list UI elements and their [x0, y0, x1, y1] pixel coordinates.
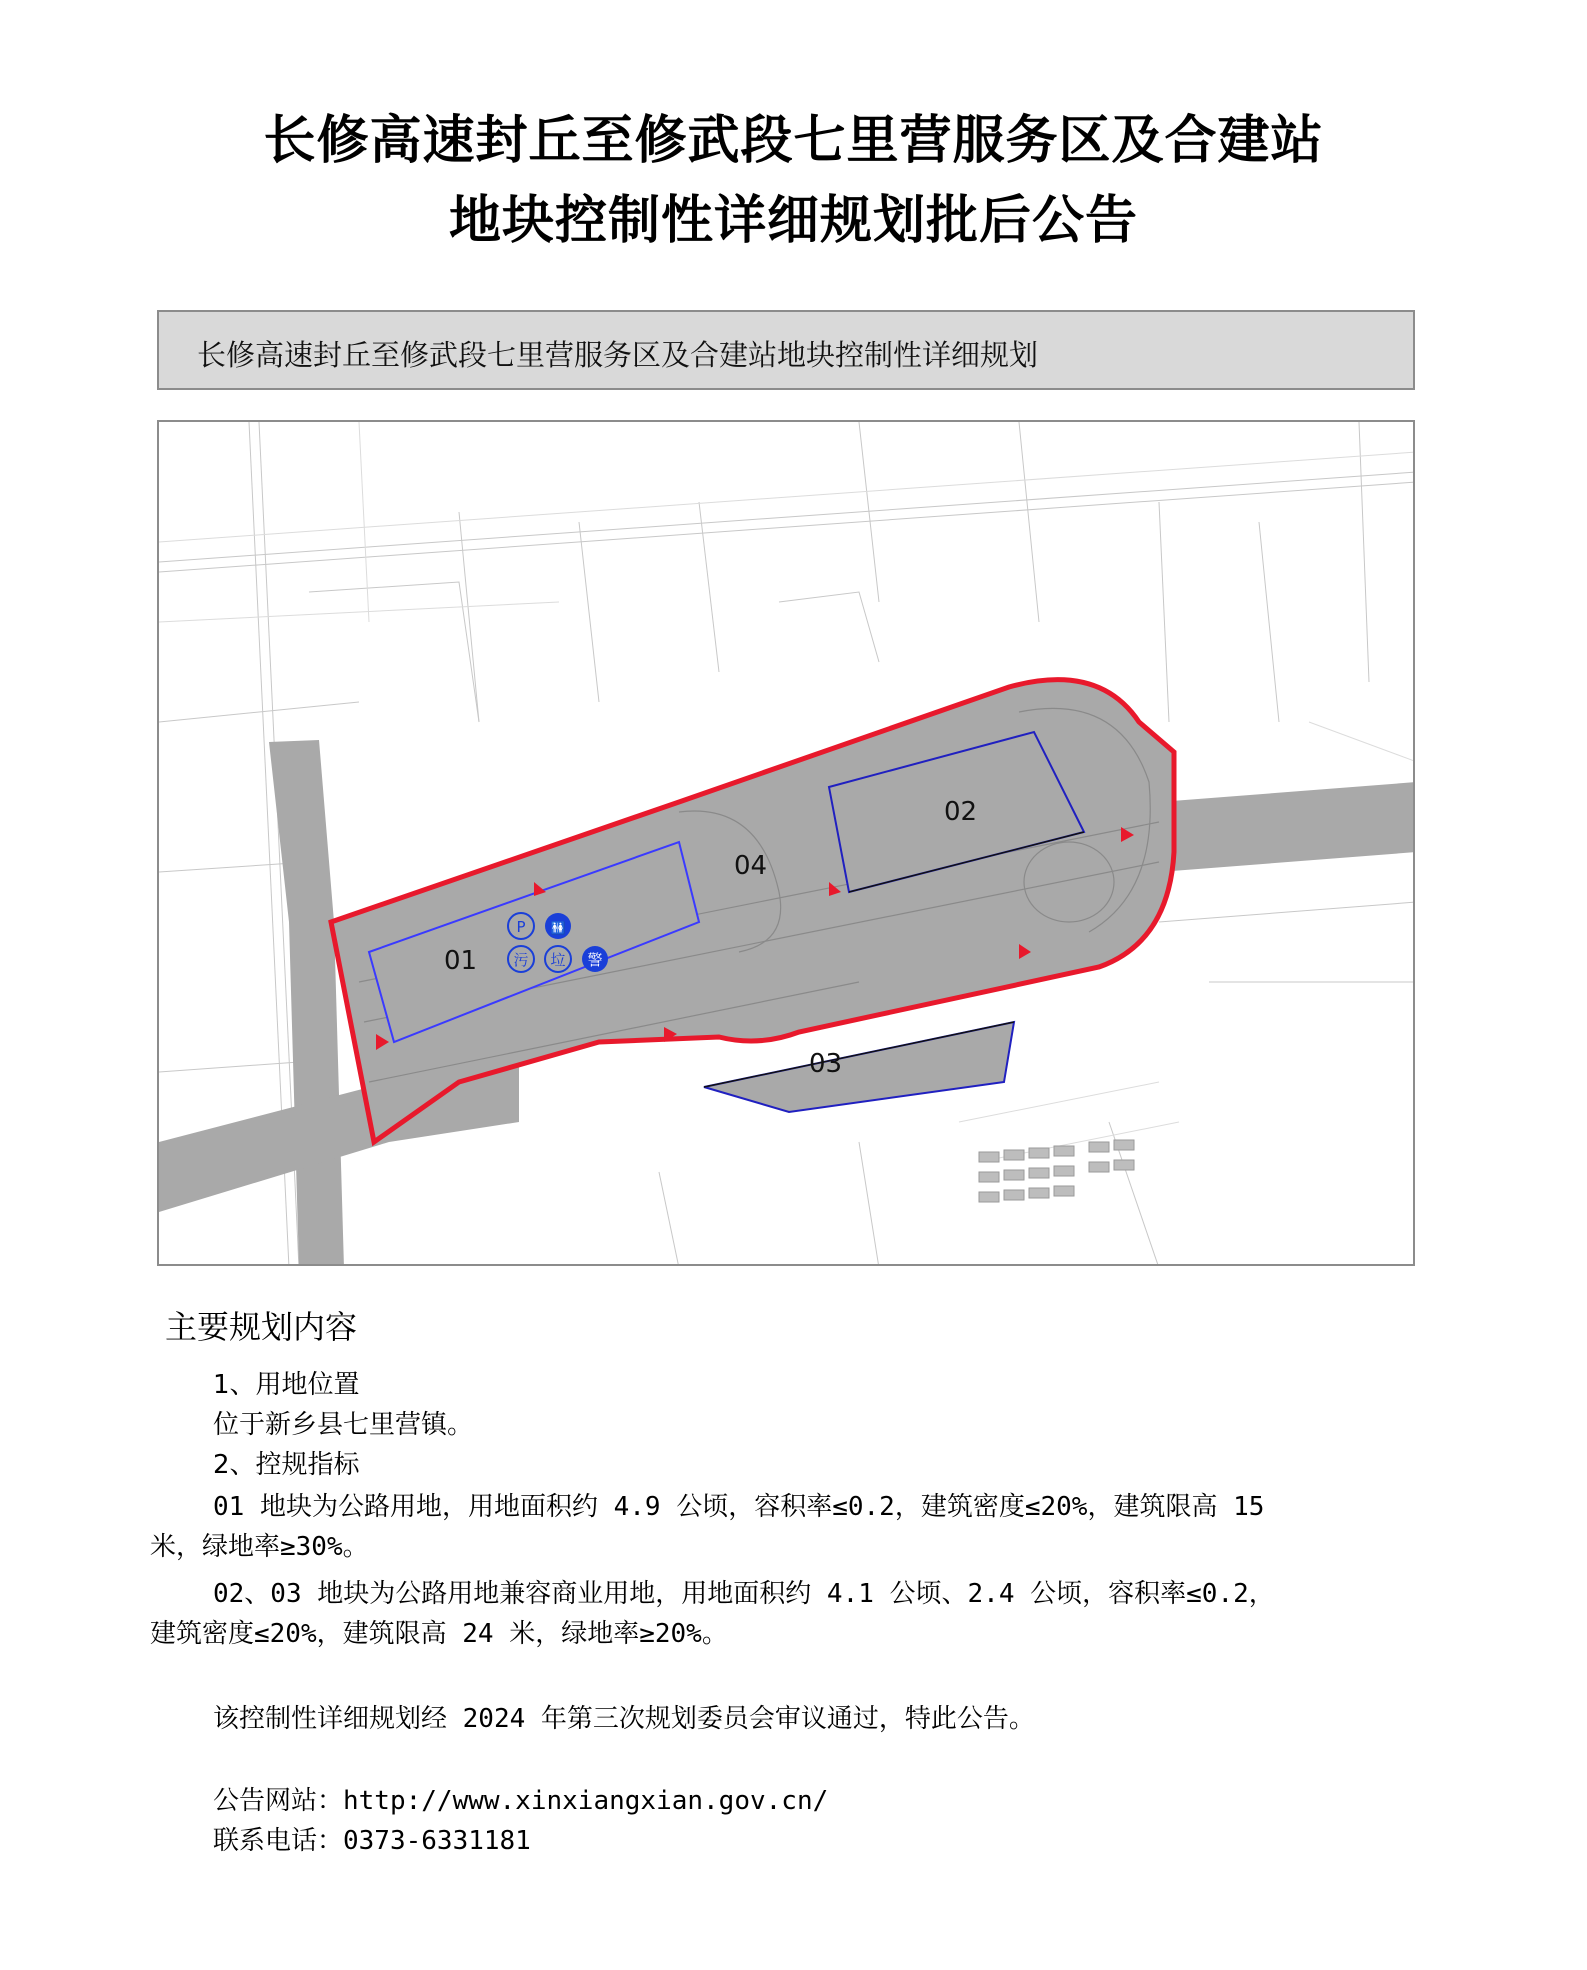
housing-blocks: [979, 1140, 1134, 1202]
approval-statement: 该控制性详细规划经 2024 年第三次规划委员会审议通过，特此公告。: [213, 1704, 1035, 1734]
contact-phone: 联系电话：0373-6331181: [213, 1826, 531, 1856]
indicator-paragraph-2-line-2: 建筑密度≤20%，建筑限高 24 米，绿地率≥20%。: [150, 1619, 728, 1649]
indicator-paragraph-2-line-1: 02、03 地块为公路用地兼容商业用地，用地面积约 4.1 公顷、2.4 公顷，容积率≤0.2，: [213, 1579, 1275, 1609]
restroom-icon: 🚻: [550, 921, 566, 935]
parcel-label-03: 03: [809, 1049, 843, 1079]
item1-text: 位于新乡县七里营镇。: [213, 1410, 474, 1440]
indicator-paragraph-1-line-2: 米，绿地率≥30%。: [150, 1532, 369, 1562]
content-heading: 主要规划内容: [165, 1308, 358, 1346]
item1-title: 1、用地位置: [213, 1370, 360, 1400]
plan-map: [157, 420, 1415, 1266]
plan-map-drawing: [159, 422, 1415, 1266]
police-icon: 警: [587, 951, 603, 969]
plan-banner-text: 长修高速封丘至修武段七里营服务区及合建站地块控制性详细规划: [197, 338, 1039, 372]
parcel-label-01: 01: [444, 946, 478, 976]
item2-title: 2、控规指标: [213, 1450, 360, 1480]
notice-title-line2: 地块控制性详细规划批后公告: [448, 191, 1138, 251]
parcel-label-02: 02: [944, 797, 978, 827]
notice-website: 公告网站：http://www.xinxiangxian.gov.cn/: [213, 1786, 829, 1816]
parcel-label-04: 04: [734, 851, 768, 881]
service-area-boundary: [331, 680, 1174, 1142]
plan-banner: [157, 310, 1415, 390]
parking-icon: P: [516, 918, 526, 936]
notice-title-line1: 长修高速封丘至修武段七里营服务区及合建站: [263, 111, 1324, 171]
sewage-icon: 污: [513, 951, 529, 969]
garbage-icon: 垃: [550, 951, 566, 969]
indicator-paragraph-1-line-1: 01 地块为公路用地，用地面积约 4.9 公顷，容积率≤0.2，建筑密度≤20%，建筑限高 15: [213, 1492, 1265, 1522]
